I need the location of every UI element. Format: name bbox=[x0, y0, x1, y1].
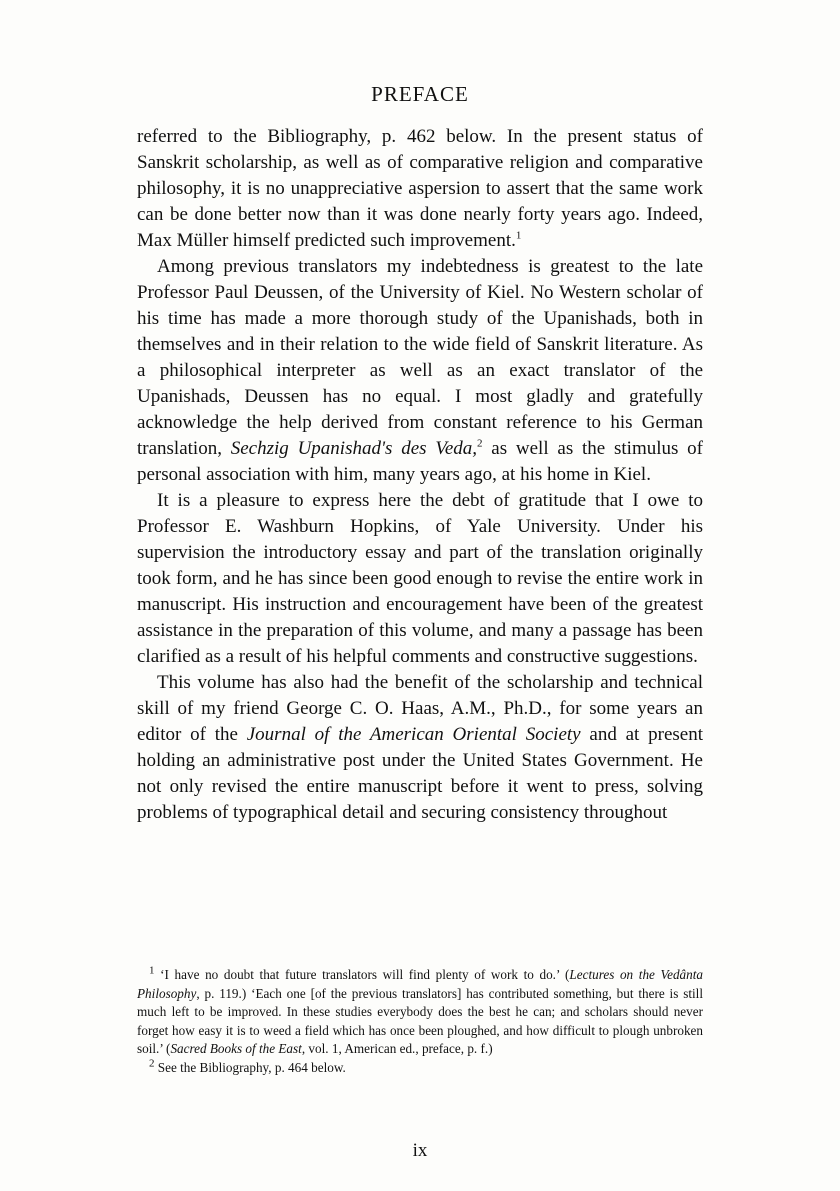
paragraph-1-text: referred to the Bibliography, p. 462 below. In the present status of Sanskrit scholarship, as well as of comparative religion and comparative philosophy, it is no unappreciative aspersion to assert that the same work can be done better now than it was done nearly forty years ago. Indeed, Max Müller himself predicted such improvement. bbox=[137, 126, 703, 251]
page-number: ix bbox=[412, 1140, 428, 1161]
footnote-1-mark: 1 bbox=[149, 964, 155, 977]
paragraph-4 bbox=[137, 670, 703, 826]
footnote-1-text-b: , p. 119.) ‘Each one [of the previous translators] has contributed something, but there is still much left to be improved. In these studies everybody does the best he can; and scholars should never forget how easy it is to weed a field which has once been ploughed, and how difficult to plough unbroken soil.’ ( bbox=[137, 985, 703, 1057]
footnote-1-title-sacred-books: Sacred Books of the East bbox=[170, 1041, 302, 1057]
footnote-2 bbox=[137, 1059, 703, 1078]
footnote-ref-1: 1 bbox=[515, 229, 522, 242]
footnote-1-text-a: ‘I have no doubt that future translators will find plenty of work to do.’ ( bbox=[154, 967, 570, 982]
paragraph-3-text: It is a pleasure to express here the debt of gratitude that I owe to Professor E. Washburn Hopkins, of Yale University. Under his supervision the introductory essay and part of the translation originally took form, and he has since been good enough to revise the entire work in manuscript. His instruction and encouragement have been of the greatest assistance in the preparation of this volume, and many a passage has been clarified as a result of his helpful comments and constructive suggestions. bbox=[137, 490, 703, 667]
journal-title: Journal of the American Oriental Society bbox=[246, 724, 581, 745]
paragraph-2 bbox=[137, 254, 703, 488]
paragraph-4-text-b: and at present holding an administrative post under the United States Government. He not only revised the entire manuscript before it went to press, solving problems of typographical detail and securing consistency throughout bbox=[137, 724, 703, 823]
paragraph-1 bbox=[137, 124, 703, 254]
paragraph-4-text-a: This volume has also had the benefit of the scholarship and technical skill of my friend George C. O. Haas, A.M., Ph.D., for some years an editor of the bbox=[137, 672, 703, 745]
running-head: PREFACE bbox=[371, 82, 469, 106]
paragraph-3 bbox=[137, 488, 703, 670]
footnote-1-text-c: , vol. 1, American ed., preface, p. f.) bbox=[301, 1041, 493, 1057]
footnote-1 bbox=[137, 966, 703, 1059]
footnote-2-mark: 2 bbox=[149, 1057, 155, 1070]
footnote-ref-2: 2 bbox=[477, 437, 483, 450]
paragraph-2-text-b: as well as the stimulus of personal association with him, many years ago, at his home in Kiel. bbox=[137, 438, 704, 485]
footnotes bbox=[137, 966, 703, 1078]
footnote-1-title-lectures: Lectures on the Vedânta Philosophy bbox=[137, 967, 704, 1001]
body-text bbox=[137, 124, 703, 826]
book-title-sechzig: Sechzig Upanishad's des Veda, bbox=[230, 438, 477, 459]
footnote-2-text: See the Bibliography, p. 464 below. bbox=[154, 1059, 346, 1075]
paragraph-2-text-a: Among previous translators my indebtedness is greatest to the late Professor Paul Deussen, of the University of Kiel. No Western scholar of his time has made a more thorough study of the Upanishads, both in themselves and in their relation to the wide field of Sanskrit literature. As a philosophical interpreter as well as an exact translator of the Upanishads, Deussen has no equal. I most gladly and gratefully acknowledge the help derived from constant reference to his German translation, bbox=[137, 256, 703, 459]
